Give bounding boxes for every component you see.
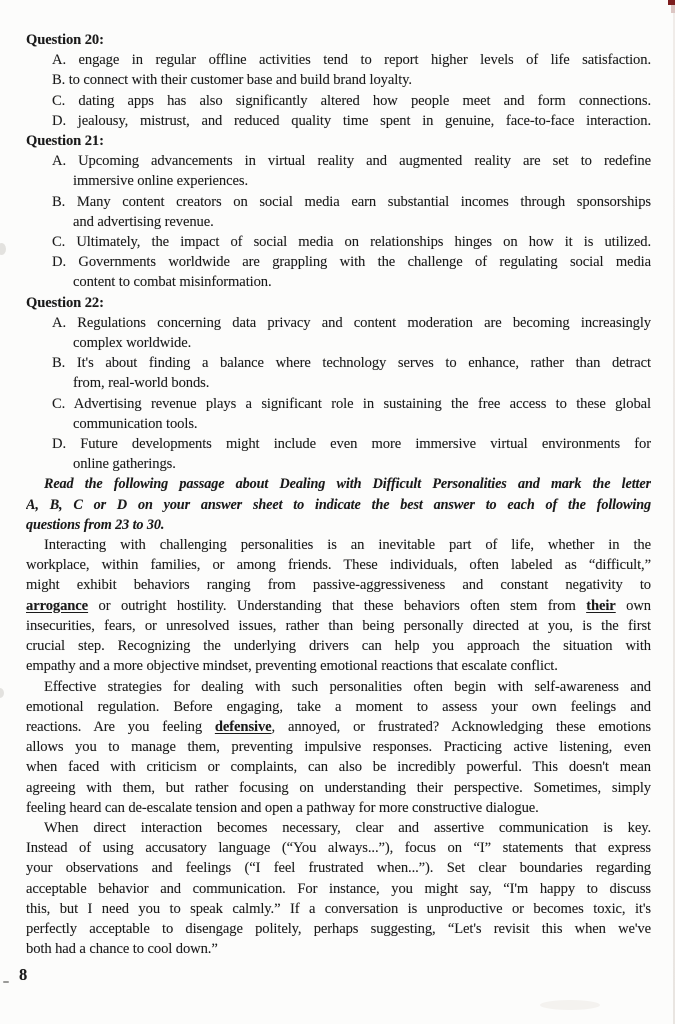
underlined-term: arrogance — [26, 597, 89, 614]
passage-paragraph — [26, 535, 651, 676]
text-segment: reactions. Are you feeling — [26, 718, 215, 735]
option-line: online gatherings. — [73, 456, 176, 473]
option-line: and advertising revenue. — [73, 213, 214, 230]
passage-line: this, but I need you to speak calmly.” If a conversation is unproductive or becomes toxic, it's — [26, 900, 651, 917]
passage-line — [26, 717, 651, 737]
page-content — [26, 30, 651, 959]
text-segment: or outright hostility. Understanding that these behaviors often stem from — [88, 597, 587, 614]
scan-smudge — [540, 1000, 600, 1010]
passage-paragraph — [26, 818, 651, 959]
question-label: Question 22: — [26, 294, 104, 311]
option-line: content to combat misinformation. — [73, 274, 272, 291]
text-segment: , annoyed, or frustrated? Acknowledging these emotions — [271, 718, 651, 735]
red-corner-streak — [671, 5, 675, 13]
passage-paragraph — [26, 677, 651, 818]
answer-option-C — [26, 394, 651, 434]
passage-line: Effective strategies for dealing with such personalities often begin with self-awareness and — [44, 678, 651, 695]
page-number: 8 — [19, 965, 28, 984]
passage-line: When direct interaction becomes necessary, clear and assertive communication is key. — [44, 819, 651, 836]
reading-instruction — [26, 474, 651, 535]
option-line: immersive online experiences. — [73, 173, 248, 190]
question-block — [26, 131, 651, 293]
answer-option-A — [26, 50, 651, 70]
passage-line — [26, 596, 651, 616]
passage-line: feeling heard can de-escalate tension and open a pathway for more constructive dialogue. — [26, 799, 539, 816]
answer-option-D — [26, 111, 651, 131]
margin-dash — [3, 981, 9, 983]
passage-line: your observations and feelings (“I feel frustrated when...”). Set clear boundaries regarding — [26, 860, 651, 877]
option-line: C. Ultimately, the impact of social media on relationships hinges on how it is utilized. — [52, 234, 651, 251]
answer-option-D — [26, 252, 651, 292]
answer-option-C — [26, 232, 651, 252]
answer-option-B — [26, 192, 651, 232]
passage-line: allows you to manage them, preventing impulsive responses. Practicing active listening, even — [26, 739, 651, 756]
underlined-term: their — [586, 597, 616, 614]
passage-line: agreeing with them, but rather focusing on understanding their perspective. Sometimes, simply — [26, 779, 651, 796]
option-line: A. Regulations concerning data privacy and content moderation are becoming increasingly — [52, 314, 651, 331]
passage-section — [26, 535, 651, 959]
instruction-line: questions from 23 to 30. — [26, 516, 165, 533]
passage-line: Instead of using accusatory language (“You always...”), focus on “I” statements that express — [26, 840, 651, 857]
questions-section — [26, 30, 651, 474]
option-line: D. Governments worldwide are grappling with the challenge of regulating social media — [52, 254, 651, 271]
passage-line: perfectly acceptable to disengage politely, perhaps suggesting, “Let's revisit this when we've — [26, 920, 651, 937]
answer-option-A — [26, 313, 651, 353]
answer-option-B — [26, 70, 651, 90]
passage-line: both had a chance to cool down.” — [26, 941, 218, 958]
answer-option-A — [26, 151, 651, 191]
option-line: complex worldwide. — [73, 335, 192, 352]
option-line: C. dating apps has also significantly altered how people meet and form connections. — [52, 92, 651, 109]
passage-line: insecurities, fears, or unresolved issues, rather than being personally directed at you, is the first — [26, 617, 651, 634]
instruction-line: A, B, C or D on your answer sheet to indicate the best answer to each of the following — [26, 496, 651, 513]
option-line: from, real-world bonds. — [73, 375, 210, 392]
option-line: A. engage in regular offline activities tend to report higher levels of life satisfaction. — [52, 52, 651, 69]
option-line: communication tools. — [73, 415, 198, 432]
text-segment: own — [615, 597, 651, 614]
option-line: B. It's about finding a balance where technology serves to enhance, rather than detract — [52, 355, 651, 372]
scan-smudge — [0, 243, 6, 255]
passage-line: workplace, within families, or among friends. These individuals, often labeled as “difficult,” — [26, 557, 651, 574]
option-line: B. to connect with their customer base and build brand loyalty. — [52, 72, 412, 89]
option-line: C. Advertising revenue plays a significant role in sustaining the free access to these global — [52, 395, 651, 412]
question-block — [26, 30, 651, 131]
answer-option-D — [26, 434, 651, 474]
passage-line: might exhibit behaviors ranging from passive-aggressiveness and constant negativity to — [26, 577, 651, 594]
instruction-line: Read the following passage about Dealing with Difficult Personalities and mark the letter — [44, 476, 651, 493]
option-line: D. Future developments might include even more immersive virtual environments for — [52, 436, 651, 453]
passage-line: acceptable behavior and communication. For instance, you might say, “I'm happy to discuss — [26, 880, 651, 897]
scan-smudge — [0, 688, 4, 698]
answer-option-C — [26, 91, 651, 111]
question-label: Question 20: — [26, 32, 104, 48]
option-line: B. Many content creators on social media earn substantial incomes through sponsorships — [52, 193, 651, 210]
option-line: A. Upcoming advancements in virtual reality and augmented reality are set to redefine — [52, 153, 651, 170]
question-label: Question 21: — [26, 133, 104, 150]
underlined-term: defensive — [214, 718, 272, 735]
passage-line: emotional regulation. Before engaging, take a moment to assess your own feelings and — [26, 698, 651, 715]
question-block — [26, 293, 651, 475]
passage-line: crucial step. Recognizing the underlying drivers can help you approach the situation with — [26, 638, 651, 655]
passage-line: Interacting with challenging personalities is an inevitable part of life, whether in the — [44, 537, 651, 554]
passage-line: when faced with criticism or complaints, can also be incredibly powerful. This doesn't mean — [26, 759, 651, 776]
passage-line: empathy and a more objective mindset, preventing emotional reactions that escalate conflict. — [26, 658, 558, 675]
answer-option-B — [26, 353, 651, 393]
option-line: D. jealousy, mistrust, and reduced quality time spent in genuine, face-to-face interaction. — [52, 112, 651, 129]
